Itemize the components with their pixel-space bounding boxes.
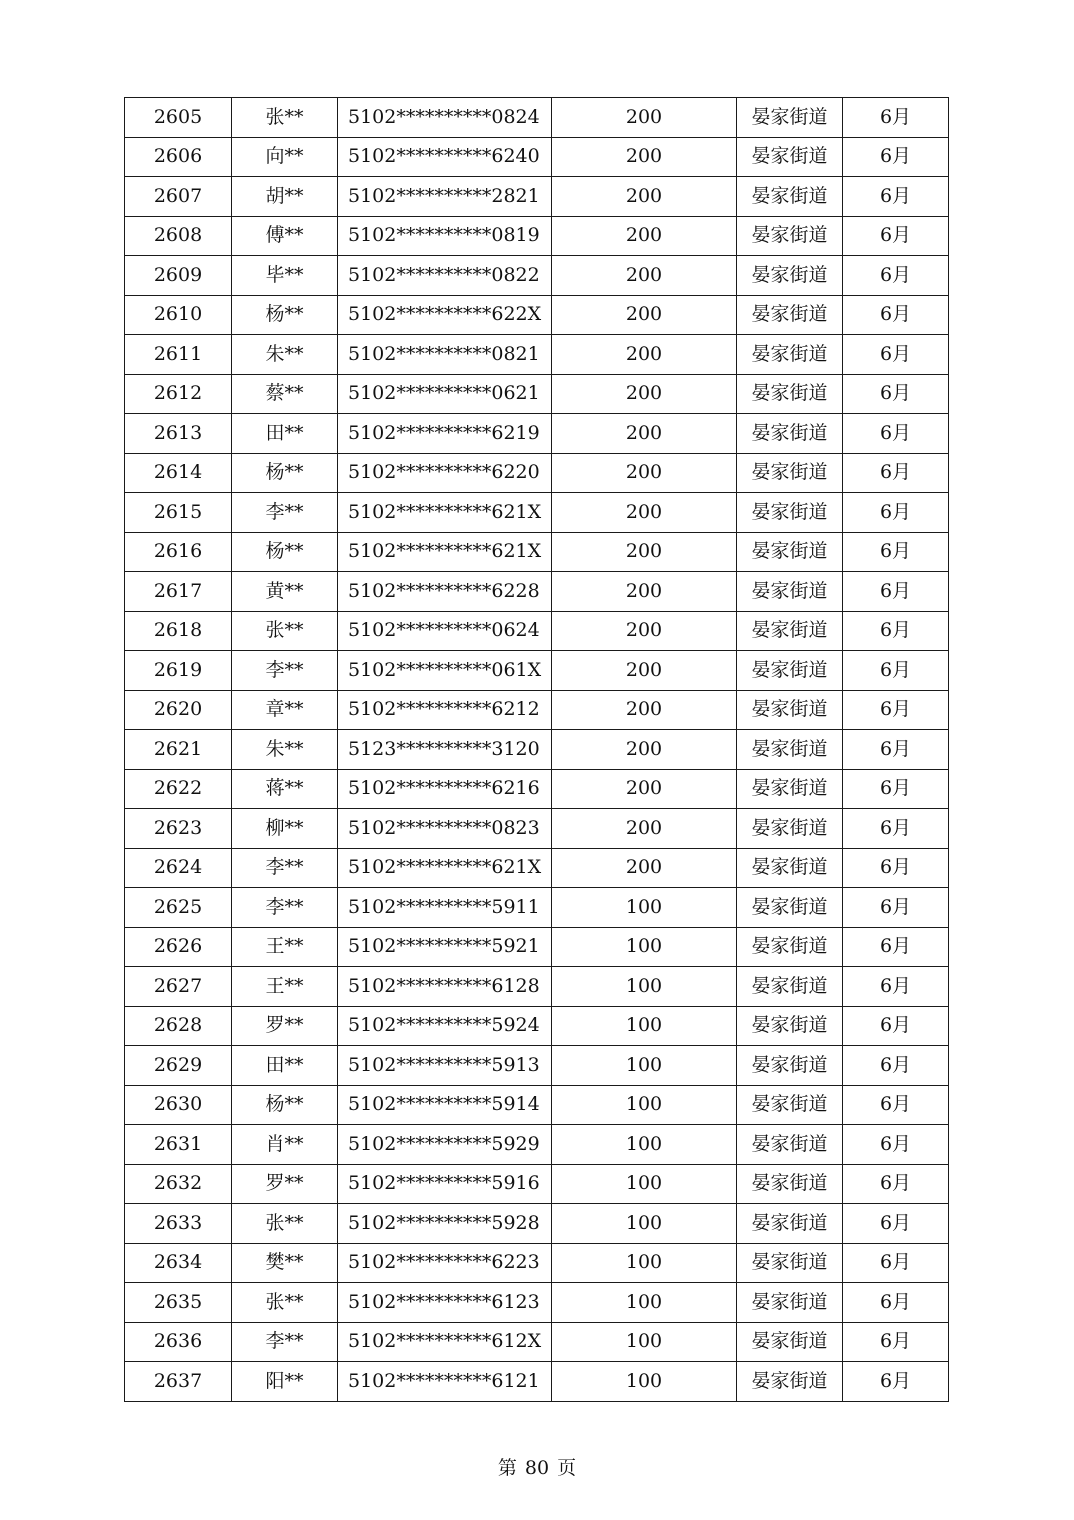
amount-cell: 100 [552,1283,737,1323]
id-number-cell: 5102**********6220 [338,453,552,493]
id-number-cell: 5102**********6223 [338,1243,552,1283]
table-row [125,1362,949,1402]
row-number-cell: 2625 [125,888,232,928]
table-row [125,335,949,375]
street-cell: 晏家街道 [737,216,843,256]
amount-cell: 200 [552,493,737,533]
name-cell: 樊** [232,1243,338,1283]
month-cell: 6月 [843,651,949,691]
name-cell: 罗** [232,1164,338,1204]
name-cell: 田** [232,414,338,454]
amount-cell: 100 [552,967,737,1007]
month-cell: 6月 [843,295,949,335]
street-cell: 晏家街道 [737,1362,843,1402]
row-number-cell: 2619 [125,651,232,691]
name-cell: 张** [232,1283,338,1323]
row-number-cell: 2613 [125,414,232,454]
amount-cell: 200 [552,295,737,335]
street-cell: 晏家街道 [737,374,843,414]
amount-cell: 100 [552,1204,737,1244]
row-number-cell: 2606 [125,137,232,177]
id-number-cell: 5102**********5911 [338,888,552,928]
amount-cell: 200 [552,137,737,177]
name-cell: 肖** [232,1125,338,1165]
row-number-cell: 2617 [125,572,232,612]
table-row [125,611,949,651]
name-cell: 杨** [232,453,338,493]
month-cell: 6月 [843,809,949,849]
row-number-cell: 2630 [125,1085,232,1125]
table-row [125,453,949,493]
month-cell: 6月 [843,1006,949,1046]
id-number-cell: 5102**********6212 [338,690,552,730]
page-footer [0,1456,1074,1480]
month-cell: 6月 [843,769,949,809]
row-number-cell: 2618 [125,611,232,651]
street-cell: 晏家街道 [737,848,843,888]
name-cell: 蔡** [232,374,338,414]
street-cell: 晏家街道 [737,493,843,533]
row-number-cell: 2616 [125,532,232,572]
id-number-cell: 5102**********6121 [338,1362,552,1402]
row-number-cell: 2615 [125,493,232,533]
street-cell: 晏家街道 [737,137,843,177]
amount-cell: 200 [552,848,737,888]
table-row [125,493,949,533]
table-row [125,769,949,809]
month-cell: 6月 [843,256,949,296]
month-cell: 6月 [843,967,949,1007]
id-number-cell: 5102**********2821 [338,177,552,217]
name-cell: 田** [232,1046,338,1086]
name-cell: 杨** [232,532,338,572]
street-cell: 晏家街道 [737,295,843,335]
street-cell: 晏家街道 [737,611,843,651]
row-number-cell: 2636 [125,1322,232,1362]
amount-cell: 200 [552,177,737,217]
month-cell: 6月 [843,493,949,533]
name-cell: 杨** [232,1085,338,1125]
name-cell: 向** [232,137,338,177]
name-cell: 李** [232,493,338,533]
month-cell: 6月 [843,335,949,375]
id-number-cell: 5102**********5929 [338,1125,552,1165]
id-number-cell: 5102**********5921 [338,927,552,967]
table-row [125,256,949,296]
id-number-cell: 5102**********0624 [338,611,552,651]
street-cell: 晏家街道 [737,335,843,375]
street-cell: 晏家街道 [737,177,843,217]
street-cell: 晏家街道 [737,414,843,454]
id-number-cell: 5102**********6219 [338,414,552,454]
table-row [125,1283,949,1323]
row-number-cell: 2610 [125,295,232,335]
row-number-cell: 2608 [125,216,232,256]
street-cell: 晏家街道 [737,1006,843,1046]
name-cell: 傅** [232,216,338,256]
month-cell: 6月 [843,414,949,454]
amount-cell: 200 [552,98,737,138]
name-cell: 李** [232,848,338,888]
name-cell: 罗** [232,1006,338,1046]
row-number-cell: 2628 [125,1006,232,1046]
id-number-cell: 5102**********0823 [338,809,552,849]
row-number-cell: 2605 [125,98,232,138]
id-number-cell: 5102**********0824 [338,98,552,138]
name-cell: 胡** [232,177,338,217]
street-cell: 晏家街道 [737,809,843,849]
table-row [125,98,949,138]
name-cell: 章** [232,690,338,730]
id-number-cell: 5102**********5914 [338,1085,552,1125]
row-number-cell: 2607 [125,177,232,217]
table-row [125,177,949,217]
row-number-cell: 2611 [125,335,232,375]
table-row [125,216,949,256]
amount-cell: 100 [552,1243,737,1283]
street-cell: 晏家街道 [737,1046,843,1086]
amount-cell: 100 [552,1046,737,1086]
name-cell: 张** [232,611,338,651]
id-number-cell: 5102**********0621 [338,374,552,414]
table-row [125,1164,949,1204]
table-row [125,809,949,849]
id-number-cell: 5102**********6240 [338,137,552,177]
id-number-cell: 5102**********612X [338,1322,552,1362]
id-number-cell: 5102**********0822 [338,256,552,296]
amount-cell: 200 [552,572,737,612]
amount-cell: 200 [552,769,737,809]
row-number-cell: 2626 [125,927,232,967]
table-row [125,414,949,454]
amount-cell: 100 [552,1322,737,1362]
row-number-cell: 2609 [125,256,232,296]
amount-cell: 100 [552,927,737,967]
month-cell: 6月 [843,572,949,612]
street-cell: 晏家街道 [737,769,843,809]
month-cell: 6月 [843,1322,949,1362]
table-row [125,730,949,770]
month-cell: 6月 [843,374,949,414]
amount-cell: 200 [552,453,737,493]
street-cell: 晏家街道 [737,98,843,138]
name-cell: 黄** [232,572,338,612]
row-number-cell: 2621 [125,730,232,770]
amount-cell: 100 [552,1362,737,1402]
row-number-cell: 2633 [125,1204,232,1244]
month-cell: 6月 [843,453,949,493]
amount-cell: 200 [552,690,737,730]
page-number: 80 [524,1457,550,1479]
street-cell: 晏家街道 [737,1283,843,1323]
row-number-cell: 2635 [125,1283,232,1323]
table-row [125,1085,949,1125]
row-number-cell: 2620 [125,690,232,730]
table-row [125,532,949,572]
id-number-cell: 5102**********621X [338,493,552,533]
id-number-cell: 5102**********6216 [338,769,552,809]
id-number-cell: 5123**********3120 [338,730,552,770]
name-cell: 李** [232,651,338,691]
name-cell: 朱** [232,730,338,770]
records-table-body [125,98,949,1402]
name-cell: 王** [232,967,338,1007]
row-number-cell: 2614 [125,453,232,493]
month-cell: 6月 [843,1204,949,1244]
row-number-cell: 2612 [125,374,232,414]
amount-cell: 100 [552,888,737,928]
month-cell: 6月 [843,1164,949,1204]
month-cell: 6月 [843,927,949,967]
street-cell: 晏家街道 [737,572,843,612]
amount-cell: 100 [552,1125,737,1165]
month-cell: 6月 [843,532,949,572]
month-cell: 6月 [843,848,949,888]
table-row [125,848,949,888]
street-cell: 晏家街道 [737,1322,843,1362]
street-cell: 晏家街道 [737,532,843,572]
id-number-cell: 5102**********0819 [338,216,552,256]
street-cell: 晏家街道 [737,256,843,296]
month-cell: 6月 [843,1085,949,1125]
id-number-cell: 5102**********5928 [338,1204,552,1244]
id-number-cell: 5102**********5913 [338,1046,552,1086]
table-row [125,572,949,612]
name-cell: 李** [232,1322,338,1362]
street-cell: 晏家街道 [737,1085,843,1125]
row-number-cell: 2631 [125,1125,232,1165]
month-cell: 6月 [843,1046,949,1086]
table-row [125,374,949,414]
id-number-cell: 5102**********621X [338,848,552,888]
street-cell: 晏家街道 [737,1164,843,1204]
id-number-cell: 5102**********0821 [338,335,552,375]
month-cell: 6月 [843,1125,949,1165]
month-cell: 6月 [843,611,949,651]
amount-cell: 100 [552,1006,737,1046]
month-cell: 6月 [843,137,949,177]
amount-cell: 100 [552,1085,737,1125]
table-row [125,651,949,691]
name-cell: 蒋** [232,769,338,809]
name-cell: 王** [232,927,338,967]
id-number-cell: 5102**********6123 [338,1283,552,1323]
amount-cell: 200 [552,651,737,691]
table-row [125,1243,949,1283]
amount-cell: 200 [552,335,737,375]
row-number-cell: 2634 [125,1243,232,1283]
id-number-cell: 5102**********6228 [338,572,552,612]
table-row [125,137,949,177]
street-cell: 晏家街道 [737,1204,843,1244]
month-cell: 6月 [843,730,949,770]
street-cell: 晏家街道 [737,690,843,730]
table-row [125,888,949,928]
table-row [125,690,949,730]
street-cell: 晏家街道 [737,888,843,928]
amount-cell: 200 [552,809,737,849]
name-cell: 阳** [232,1362,338,1402]
month-cell: 6月 [843,888,949,928]
street-cell: 晏家街道 [737,1125,843,1165]
table-row [125,927,949,967]
id-number-cell: 5102**********6128 [338,967,552,1007]
street-cell: 晏家街道 [737,453,843,493]
table-row [125,1006,949,1046]
amount-cell: 200 [552,730,737,770]
row-number-cell: 2629 [125,1046,232,1086]
id-number-cell: 5102**********5916 [338,1164,552,1204]
street-cell: 晏家街道 [737,730,843,770]
footer-suffix: 页 [557,1457,577,1479]
row-number-cell: 2622 [125,769,232,809]
month-cell: 6月 [843,690,949,730]
table-row [125,967,949,1007]
amount-cell: 200 [552,611,737,651]
table-row [125,1322,949,1362]
month-cell: 6月 [843,98,949,138]
id-number-cell: 5102**********621X [338,532,552,572]
month-cell: 6月 [843,1362,949,1402]
name-cell: 张** [232,98,338,138]
id-number-cell: 5102**********5924 [338,1006,552,1046]
name-cell: 李** [232,888,338,928]
amount-cell: 200 [552,532,737,572]
name-cell: 杨** [232,295,338,335]
name-cell: 张** [232,1204,338,1244]
table-row [125,295,949,335]
row-number-cell: 2637 [125,1362,232,1402]
amount-cell: 100 [552,1164,737,1204]
id-number-cell: 5102**********622X [338,295,552,335]
amount-cell: 200 [552,374,737,414]
row-number-cell: 2623 [125,809,232,849]
footer-prefix: 第 [497,1457,517,1479]
month-cell: 6月 [843,1243,949,1283]
month-cell: 6月 [843,216,949,256]
amount-cell: 200 [552,256,737,296]
amount-cell: 200 [552,216,737,256]
name-cell: 毕** [232,256,338,296]
street-cell: 晏家街道 [737,967,843,1007]
street-cell: 晏家街道 [737,651,843,691]
month-cell: 6月 [843,1283,949,1323]
table-row [125,1204,949,1244]
table-row [125,1125,949,1165]
street-cell: 晏家街道 [737,927,843,967]
name-cell: 朱** [232,335,338,375]
row-number-cell: 2624 [125,848,232,888]
records-table [124,97,949,1402]
row-number-cell: 2627 [125,967,232,1007]
name-cell: 柳** [232,809,338,849]
amount-cell: 200 [552,414,737,454]
month-cell: 6月 [843,177,949,217]
row-number-cell: 2632 [125,1164,232,1204]
table-row [125,1046,949,1086]
id-number-cell: 5102**********061X [338,651,552,691]
street-cell: 晏家街道 [737,1243,843,1283]
